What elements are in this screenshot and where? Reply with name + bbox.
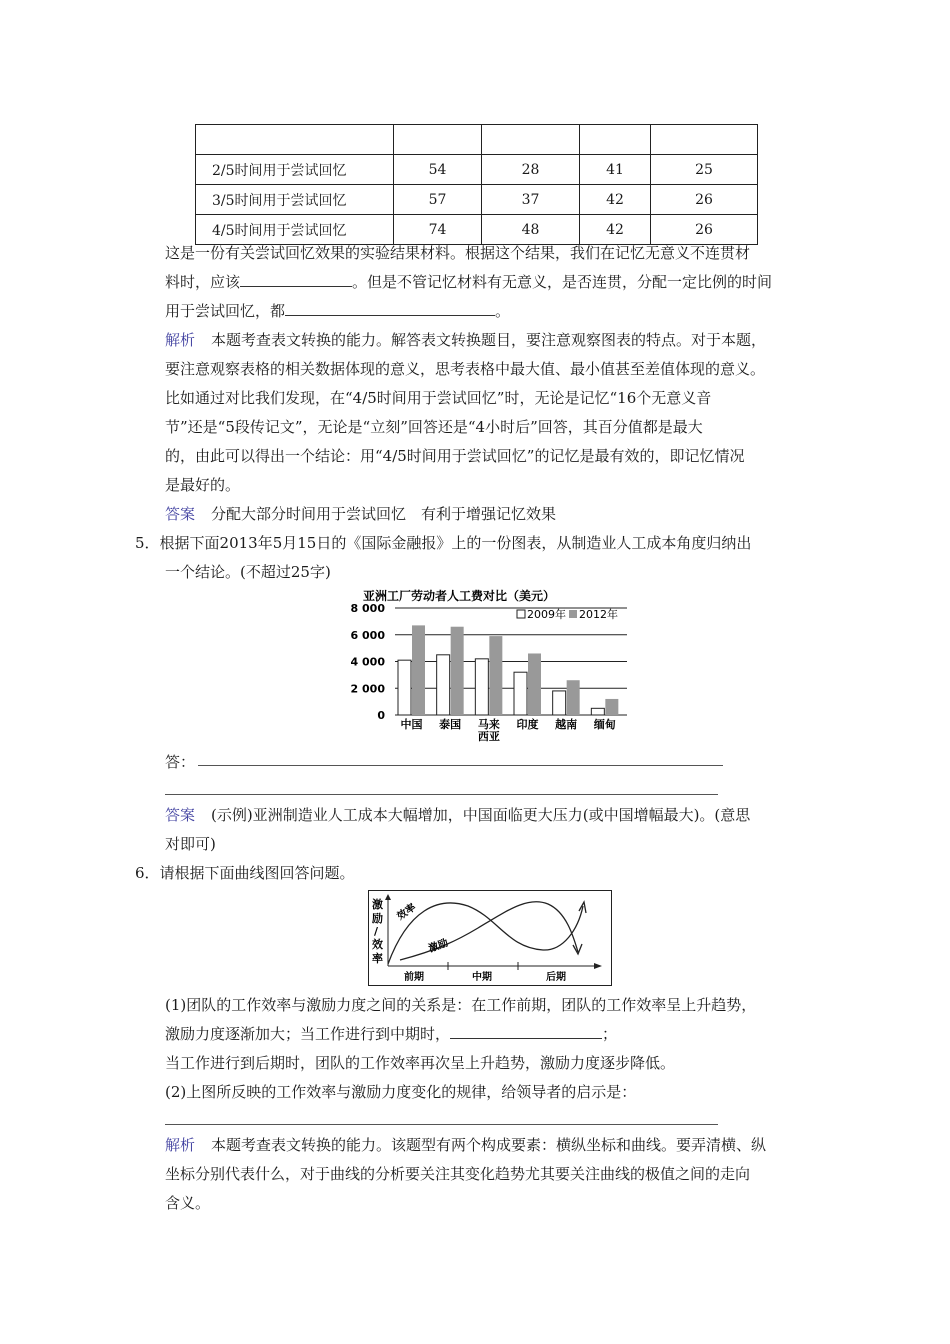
q4-analysis-line: 比如通过对比我们发现，在“4/5时间用于尝试回忆”时，无论是记忆“16个无意义音 (165, 389, 712, 407)
bar-2012 (451, 627, 464, 715)
bar-2012 (567, 680, 580, 715)
q6-analysis-line (165, 1134, 825, 1156)
q6-analysis-line: 含义。 (165, 1194, 211, 1212)
q6-part2-line: (2)上图所反映的工作效率与激励力度变化的规律，给领导者的启示是： (165, 1083, 637, 1101)
y-tick-label: 0 (377, 709, 385, 722)
incentive-label: 激励 (427, 937, 450, 955)
fill-blank-2[interactable] (285, 300, 495, 316)
table-cell: 25 (651, 155, 758, 185)
table-cell: 26 (651, 185, 758, 215)
q4-text: 料时，应该 (165, 273, 241, 291)
table-cell: 28 (482, 155, 580, 185)
phase-label-late: 后期 (546, 972, 566, 983)
q4-analysis-line (165, 329, 825, 351)
curve-y-label-char: 率 (372, 952, 383, 965)
q4-analysis-line: 节”还是“5段传记文”，无论是“立刻”回答还是“4小时后”回答，其百分值都是最大 (165, 418, 703, 436)
table-row (196, 155, 758, 185)
curve-y-label-char: 励 (372, 912, 383, 925)
x-tick-label: 缅甸 (593, 718, 616, 731)
x-tick-label: 马来 (477, 718, 500, 731)
row-label: 3/5时间用于尝试回忆 (196, 185, 394, 215)
legend-label-2012: 2012年 (579, 608, 618, 621)
curve-y-label-char: / (374, 925, 379, 938)
row-label: 2/5时间用于尝试回忆 (196, 155, 394, 185)
answer-text: 分配大部分时间用于尝试回忆 有利于增强记忆效果 (211, 505, 557, 523)
chart-legend (517, 607, 618, 621)
labor-cost-chart (345, 584, 635, 744)
table-header-cell (482, 125, 580, 155)
bar-2009 (475, 659, 488, 715)
table-cell: 37 (482, 185, 580, 215)
q5-prompt-line-2: 一个结论。(不超过25字) (165, 563, 331, 581)
q5-prompt-line-1: 5．根据下面2013年5月15日的《国际金融报》上的一份图表，从制造业人工成本角度归纳出 (135, 534, 752, 552)
y-tick-label: 6 000 (350, 628, 385, 642)
table-cell: 48 (482, 215, 580, 245)
table-row (196, 215, 758, 245)
x-tick-label: 中国 (400, 718, 423, 731)
bar-2009 (553, 691, 566, 715)
answer-label: 答案 (165, 505, 196, 523)
bar-2009 (398, 660, 411, 715)
answer-line-1[interactable] (198, 765, 723, 766)
table-header-row (196, 125, 758, 155)
legend-label-2009: 2009年 (527, 608, 566, 621)
x-tick-label: 印度 (516, 718, 539, 731)
q5-answer-prompt: 答： (165, 753, 196, 771)
q4-line-2 (165, 271, 825, 293)
answer-line-3[interactable] (165, 1124, 718, 1125)
bar-2012 (489, 636, 502, 715)
bar-2012 (412, 625, 425, 715)
bar-2009 (437, 655, 450, 715)
fill-blank-3[interactable] (450, 1023, 602, 1039)
bar-2009 (514, 672, 527, 715)
table-header-cell (196, 125, 394, 155)
q4-answer-line (165, 503, 825, 525)
chart-x-ticks (401, 717, 616, 743)
chart-title: 亚洲工厂劳动者人工费对比（美元） (363, 589, 556, 603)
y-tick-label: 2 000 (350, 682, 385, 696)
table-header-cell (651, 125, 758, 155)
recall-table (195, 124, 758, 245)
q6-part1-line-3: 当工作进行到后期时，团队的工作效率再次呈上升趋势，激励力度逐步降低。 (165, 1054, 676, 1072)
q4-line-1: 这是一份有关尝试回忆效果的实验结果材料。根据这个结果，我们在记忆无意义不连贯材 (165, 244, 751, 262)
q4-analysis-line: 要注意观察表格的相关数据体现的意义，思考表格中最大值、最小值甚至差值体现的意义。 (165, 360, 766, 378)
x-tick-label: 越南 (555, 718, 578, 731)
row-label: 4/5时间用于尝试回忆 (196, 215, 394, 245)
curve-y-label-char: 激 (372, 898, 383, 911)
bar-2012 (605, 699, 618, 715)
table-cell: 74 (394, 215, 482, 245)
table-row (196, 185, 758, 215)
q4-text: 用于尝试回忆，都 (165, 302, 286, 320)
efficiency-label: 效率 (395, 901, 419, 923)
answer-label: 答案 (165, 806, 196, 824)
q6-text: ； (602, 1025, 618, 1043)
curve-y-label-char: 效 (372, 938, 383, 951)
analysis-text: 本题考查表文转换的能力。该题型有两个构成要素：横纵坐标和曲线。要弄清横、纵 (211, 1136, 767, 1154)
analysis-label: 解析 (165, 331, 196, 349)
phase-label-mid: 中期 (472, 972, 492, 983)
analysis-text: 本题考查表文转换的能力。解答表文转换题目，要注意观察图表的特点。对于本题， (211, 331, 767, 349)
q6-text: 激励力度逐渐加大；当工作进行到中期时， (165, 1025, 451, 1043)
y-tick-label: 4 000 (350, 655, 385, 669)
q4-text: 。但是不管记忆材料有无意义，是否连贯，分配一定比例的时间 (352, 273, 773, 291)
legend-swatch-2012 (569, 610, 577, 618)
q4-text: 。 (495, 302, 511, 320)
y-tick-label: 8 000 (350, 602, 385, 615)
phase-label-early: 前期 (404, 972, 424, 983)
bar-2009 (591, 708, 604, 715)
table-cell: 57 (394, 185, 482, 215)
chart-gridlines (395, 608, 627, 715)
legend-swatch-2009 (517, 610, 525, 618)
table-header-cell (394, 125, 482, 155)
q5-answer-line-2: 对即可) (165, 835, 216, 853)
answer-text: (示例)亚洲制造业人工成本大幅增加，中国面临更大压力(或中国增幅最大)。(意思 (211, 806, 751, 824)
chart-bars (398, 625, 618, 715)
q6-part1-line-1: (1)团队的工作效率与激励力度之间的关系是：在工作前期，团队的工作效率呈上升趋势， (165, 996, 757, 1014)
q4-analysis-line: 的，由此可以得出一个结论：用“4/5时间用于尝试回忆”的记忆是最有效的，即记忆情况 (165, 447, 745, 465)
bar-2012 (528, 653, 541, 715)
table-cell: 54 (394, 155, 482, 185)
answer-line-2[interactable] (165, 794, 718, 795)
q6-analysis-line: 坐标分别代表什么，对于曲线的分析要关注其变化趋势尤其要关注曲线的极值之间的走向 (165, 1165, 751, 1183)
x-tick-label: 西亚 (477, 730, 500, 743)
table-cell: 26 (651, 215, 758, 245)
q4-analysis-line: 是最好的。 (165, 476, 241, 494)
table-cell: 42 (580, 185, 651, 215)
chart-y-ticks (351, 602, 386, 722)
x-tick-label: 泰国 (439, 718, 462, 731)
analysis-label: 解析 (165, 1136, 196, 1154)
q4-line-3 (165, 300, 825, 322)
q6-prompt: 6．请根据下面曲线图回答问题。 (135, 864, 355, 882)
efficiency-incentive-curve-chart (368, 890, 612, 986)
q5-answer-line (165, 804, 825, 826)
fill-blank-1[interactable] (240, 271, 352, 287)
q6-part1-line-2 (165, 1023, 825, 1045)
table-cell: 42 (580, 215, 651, 245)
table-cell: 41 (580, 155, 651, 185)
table-header-cell (580, 125, 651, 155)
